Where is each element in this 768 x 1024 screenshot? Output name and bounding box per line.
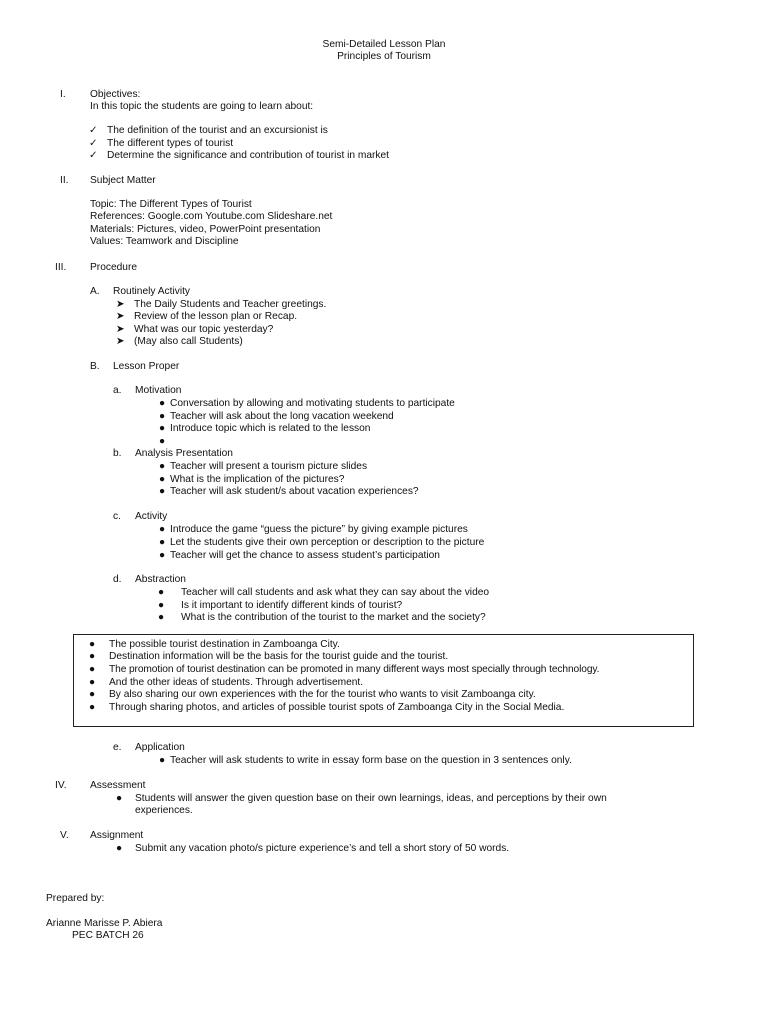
section-numeral: II. bbox=[60, 175, 69, 186]
bullet-icon: ● bbox=[159, 537, 166, 548]
bullet-icon: ● bbox=[116, 793, 123, 804]
application-item: Teacher will ask students to write in essay form base on the question in 3 sentences only. bbox=[170, 755, 572, 766]
item-letter: a. bbox=[113, 385, 122, 396]
bullet-icon: ● bbox=[159, 755, 166, 766]
preparer-batch: PEC BATCH 26 bbox=[72, 930, 144, 941]
bullet-icon: ● bbox=[89, 651, 96, 662]
subsection-letter: A. bbox=[90, 286, 100, 297]
assessment-text-cont: experiences. bbox=[135, 805, 193, 816]
objective-item: The definition of the tourist and an excursionist is bbox=[107, 125, 328, 136]
check-icon: ✓ bbox=[89, 125, 98, 136]
bullet-icon: ● bbox=[89, 689, 96, 700]
section-numeral: III. bbox=[55, 262, 67, 273]
activity-item: Teacher will get the chance to assess student’s participation bbox=[170, 550, 440, 561]
objectives-intro: In this topic the students are going to learn about: bbox=[90, 101, 314, 112]
application-heading: Application bbox=[135, 742, 185, 753]
routinely-item: (May also call Students) bbox=[134, 336, 243, 347]
abstraction-item: What is the contribution of the tourist to the market and the society? bbox=[181, 612, 486, 623]
subject-topic: Topic: The Different Types of Tourist bbox=[90, 199, 252, 210]
item-letter: b. bbox=[113, 448, 122, 459]
item-letter: e. bbox=[113, 742, 122, 753]
bullet-icon: ● bbox=[159, 436, 166, 447]
abstraction-item: Teacher will call students and ask what they can say about the video bbox=[181, 587, 490, 598]
bullet-icon: ● bbox=[158, 587, 165, 598]
routinely-item: What was our topic yesterday? bbox=[134, 324, 274, 335]
box-item: Through sharing photos, and articles of possible tourist spots of Zamboanga City in the Social Media. bbox=[109, 702, 565, 713]
box-item: The possible tourist destination in Zamboanga City. bbox=[109, 639, 340, 650]
prepared-by-label: Prepared by: bbox=[46, 893, 105, 904]
analysis-item: Teacher will ask student/s about vacation experiences? bbox=[170, 486, 419, 497]
analysis-item: Teacher will present a tourism picture slides bbox=[170, 461, 368, 472]
check-icon: ✓ bbox=[89, 138, 98, 149]
section-numeral: I. bbox=[60, 89, 66, 100]
box-item: The promotion of tourist destination can be promoted in many different ways most specially through technology. bbox=[109, 664, 600, 675]
bullet-icon: ● bbox=[159, 524, 166, 535]
lesson-proper-heading: Lesson Proper bbox=[113, 361, 180, 372]
item-letter: d. bbox=[113, 574, 122, 585]
assignment-heading: Assignment bbox=[90, 830, 144, 841]
bullet-icon: ● bbox=[89, 677, 96, 688]
bullet-icon: ● bbox=[159, 398, 166, 409]
assessment-heading: Assessment bbox=[90, 780, 146, 791]
arrow-icon: ➤ bbox=[116, 324, 125, 335]
document-title: Semi-Detailed Lesson Plan bbox=[322, 39, 446, 50]
bullet-icon: ● bbox=[89, 639, 96, 650]
bullet-icon: ● bbox=[159, 550, 166, 561]
routinely-heading: Routinely Activity bbox=[113, 286, 191, 297]
routinely-item: The Daily Students and Teacher greetings. bbox=[134, 299, 327, 310]
assessment-text: Students will answer the given question base on their own learnings, ideas, and perceptions by their own bbox=[135, 793, 607, 804]
objective-item: Determine the significance and contribution of tourist in market bbox=[107, 150, 389, 161]
bullet-icon: ● bbox=[159, 474, 166, 485]
bullet-icon: ● bbox=[159, 411, 166, 422]
objective-item: The different types of tourist bbox=[107, 138, 234, 149]
activity-item: Let the students give their own perception or description to the picture bbox=[170, 537, 485, 548]
assignment-text: Submit any vacation photo/s picture experience’s and tell a short story of 50 words. bbox=[135, 843, 510, 854]
item-letter: c. bbox=[113, 511, 121, 522]
motivation-heading: Motivation bbox=[135, 385, 182, 396]
box-item: By also sharing our own experiences with the for the tourist who wants to visit Zamboanga city. bbox=[109, 689, 536, 700]
procedure-heading: Procedure bbox=[90, 262, 138, 273]
subject-values: Values: Teamwork and Discipline bbox=[90, 236, 239, 247]
subsection-letter: B. bbox=[90, 361, 100, 372]
section-numeral: V. bbox=[60, 830, 69, 841]
box-item: And the other ideas of students. Through advertisement. bbox=[109, 677, 364, 688]
objectives-heading: Objectives: bbox=[90, 89, 141, 100]
bullet-icon: ● bbox=[116, 843, 123, 854]
abstraction-item: Is it important to identify different kinds of tourist? bbox=[181, 600, 403, 611]
activity-item: Introduce the game “guess the picture” by giving example pictures bbox=[170, 524, 468, 535]
bullet-icon: ● bbox=[159, 423, 166, 434]
box-item: Destination information will be the basis for the tourist guide and the tourist. bbox=[109, 651, 449, 662]
motivation-item: Conversation by allowing and motivating students to participate bbox=[170, 398, 455, 409]
arrow-icon: ➤ bbox=[116, 299, 125, 310]
analysis-item: What is the implication of the pictures? bbox=[170, 474, 345, 485]
motivation-item: Introduce topic which is related to the lesson bbox=[170, 423, 371, 434]
bullet-icon: ● bbox=[158, 600, 165, 611]
check-icon: ✓ bbox=[89, 150, 98, 161]
arrow-icon: ➤ bbox=[116, 336, 125, 347]
preparer-name: Arianne Marisse P. Abiera bbox=[46, 918, 163, 929]
subject-matter-heading: Subject Matter bbox=[90, 175, 156, 186]
bullet-icon: ● bbox=[89, 664, 96, 675]
abstraction-heading: Abstraction bbox=[135, 574, 186, 585]
document-subtitle: Principles of Tourism bbox=[337, 51, 431, 62]
bullet-icon: ● bbox=[159, 461, 166, 472]
analysis-heading: Analysis Presentation bbox=[135, 448, 233, 459]
subject-materials: Materials: Pictures, video, PowerPoint presentation bbox=[90, 224, 321, 235]
bullet-icon: ● bbox=[159, 486, 166, 497]
arrow-icon: ➤ bbox=[116, 311, 125, 322]
routinely-item: Review of the lesson plan or Recap. bbox=[134, 311, 298, 322]
motivation-item: Teacher will ask about the long vacation weekend bbox=[170, 411, 394, 422]
bullet-icon: ● bbox=[89, 702, 96, 713]
activity-heading: Activity bbox=[135, 511, 168, 522]
bullet-icon: ● bbox=[158, 612, 165, 623]
subject-references: References: Google.com Youtube.com Slideshare.net bbox=[90, 211, 333, 222]
section-numeral: IV. bbox=[55, 780, 67, 791]
